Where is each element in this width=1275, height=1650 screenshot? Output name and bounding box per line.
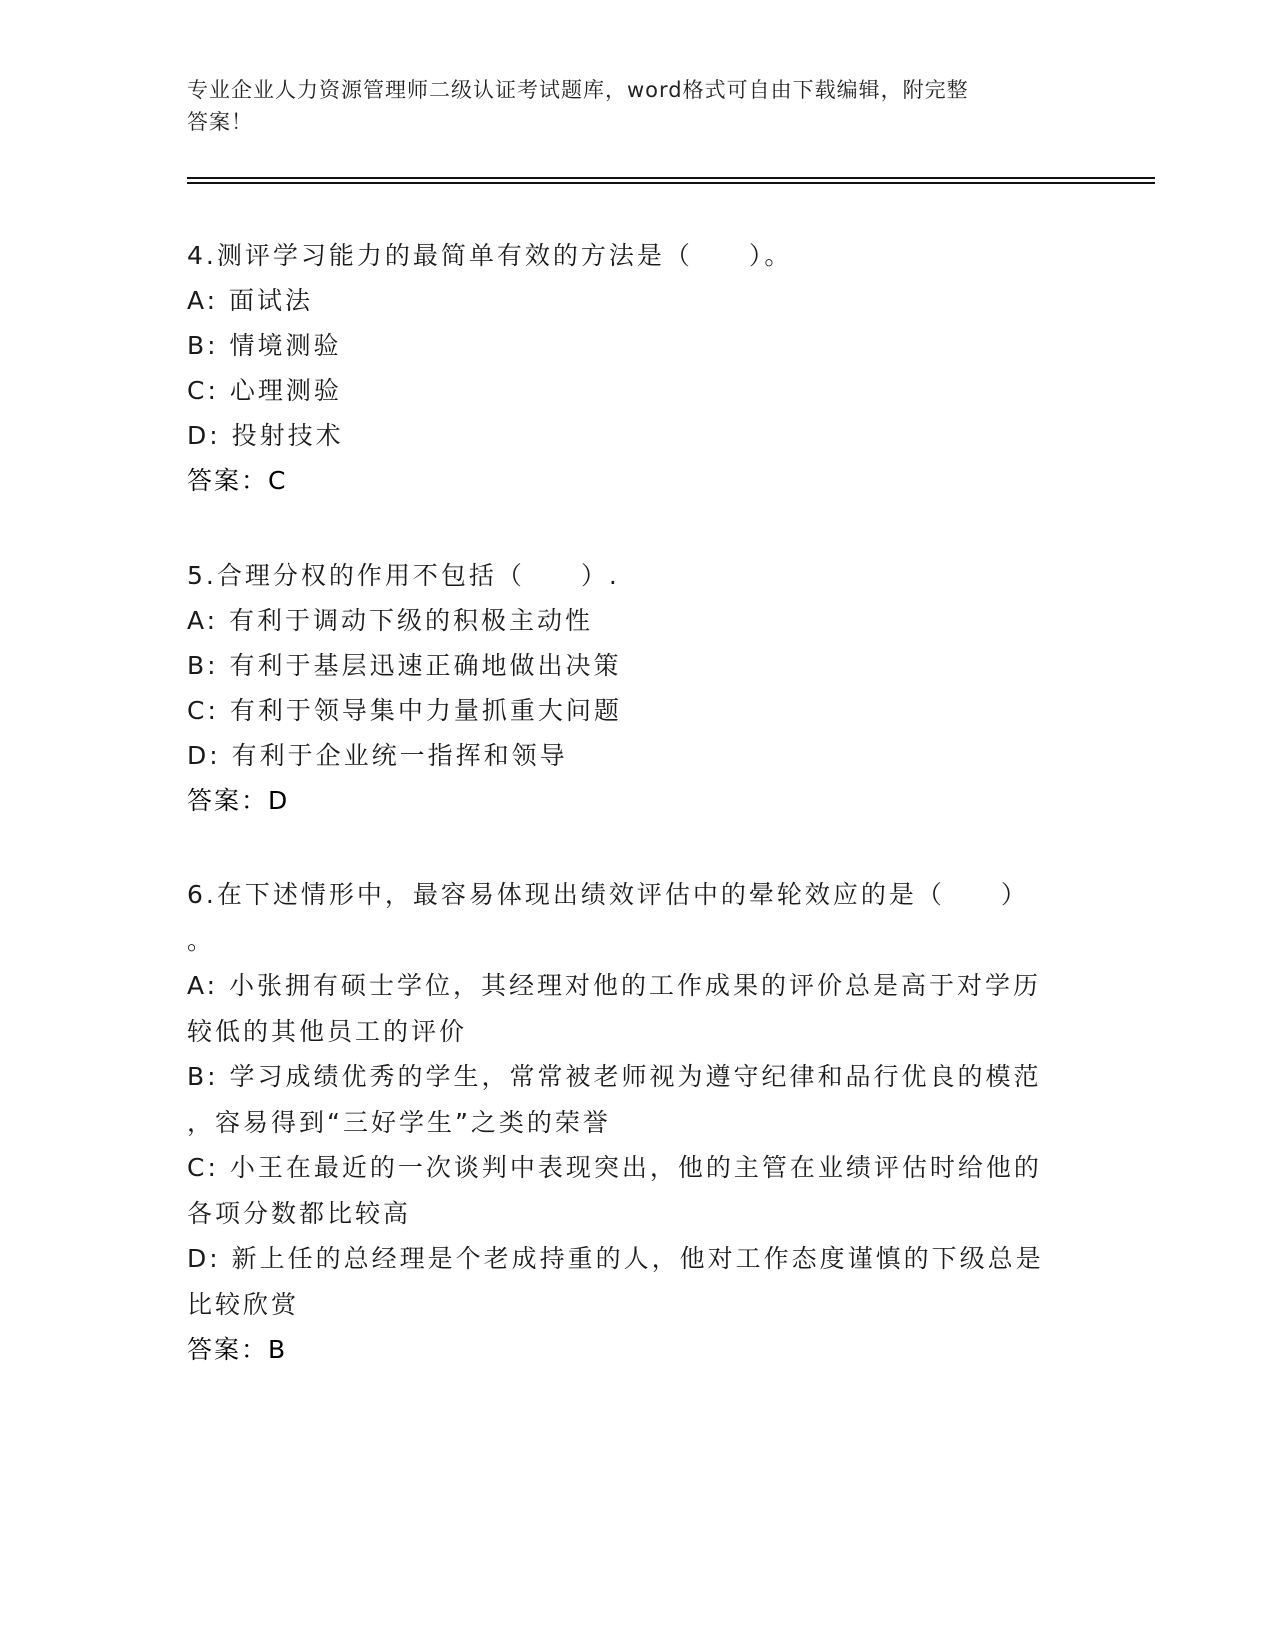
option-c-line-2: 各项分数都比较高 xyxy=(187,1198,412,1228)
option-c: C: 心理测验 xyxy=(187,376,342,405)
question-stem-line-1: 6.在下述情形中，最容易体现出绩效评估中的晕轮效应的是（ ） xyxy=(187,880,1029,909)
option-d-line-2: 比较欣赏 xyxy=(187,1289,300,1319)
option-d: D: 有利于企业统一指挥和领导 xyxy=(187,741,568,770)
option-b-line-1: B: 学习成绩优秀的学生，常常被老师视为遵守纪律和品行优良的模范 xyxy=(187,1062,1042,1091)
header-rule-top xyxy=(187,177,1155,179)
question-6 xyxy=(187,872,1082,1372)
option-b: B: 情境测验 xyxy=(187,331,342,360)
option-a-line-2: 较低的其他员工的评价 xyxy=(187,1016,468,1046)
option-b: B: 有利于基层迅速正确地做出决策 xyxy=(187,651,622,680)
option-d-line-1: D: 新上任的总经理是个老成持重的人，他对工作态度谨慎的下级总是 xyxy=(187,1244,1044,1273)
header-line-2: 答案！ xyxy=(187,110,253,134)
question-4 xyxy=(187,233,1082,503)
option-a: A: 面试法 xyxy=(187,286,314,315)
header-line-1: 专业企业人力资源管理师二级认证考试题库，word格式可自由下载编辑，附完整 xyxy=(187,78,969,102)
question-5 xyxy=(187,553,1082,823)
answer-text: 答案：D xyxy=(187,786,290,815)
option-d: D: 投射技术 xyxy=(187,421,344,450)
question-stem: 5.合理分权的作用不包括（ ）. xyxy=(187,561,620,590)
answer-text: 答案：B xyxy=(187,1335,288,1364)
option-b-line-2: ，容易得到“三好学生”之类的荣誉 xyxy=(187,1107,611,1137)
option-c: C: 有利于领导集中力量抓重大问题 xyxy=(187,696,622,725)
option-c-line-1: C: 小王在最近的一次谈判中表现突出，他的主管在业绩评估时给他的 xyxy=(187,1153,1042,1182)
header-rule-bottom xyxy=(187,182,1155,184)
option-a-line-1: A: 小张拥有硕士学位，其经理对他的工作成果的评价总是高于对学历 xyxy=(187,971,1042,1000)
answer-text: 答案：C xyxy=(187,466,288,495)
option-a: A: 有利于调动下级的积极主动性 xyxy=(187,606,594,635)
question-stem-line-2: 。 xyxy=(187,925,216,955)
question-stem: 4.测评学习能力的最简单有效的方法是（ ）。 xyxy=(187,241,793,270)
page-header xyxy=(187,74,1067,138)
